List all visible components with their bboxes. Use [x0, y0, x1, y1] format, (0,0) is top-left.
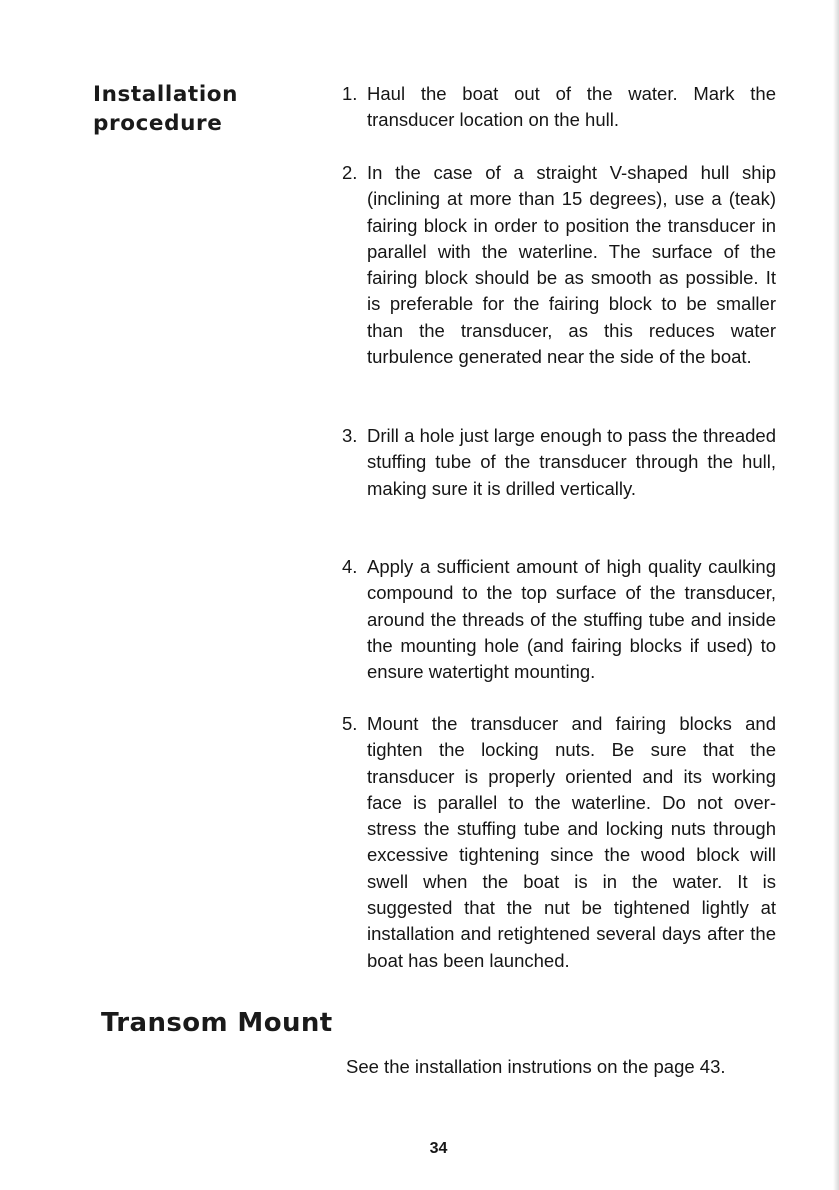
- step-number: 5.: [342, 713, 358, 734]
- step-number: 3.: [342, 425, 358, 446]
- step-text: In the case of a straight V-shaped hull ship (inclining at more than 15 degrees), use a (teak) fairing block in order to position the transducer in parallel with the waterline. The surface of the fairing block should be as smooth as possible. It is preferable for the fairing block to be smaller than the transducer, as this reduces water turbulence generated near the side of the boat.: [367, 162, 776, 368]
- installation-heading-line2: procedure: [93, 111, 223, 136]
- step-text: Haul the boat out of the water. Mark the transducer location on the hull.: [367, 83, 776, 131]
- step-text: Apply a sufficient amount of high quality caulking compound to the top surface of the transducer, around the threads of the stuffing tube and inside the mounting hole (and fairing blocks if used) to ensure watertight mounting.: [367, 556, 776, 683]
- installation-step-5: [342, 711, 776, 974]
- installation-procedure-heading: [93, 80, 238, 138]
- page-number: 34: [429, 1140, 448, 1157]
- step-number: 1.: [342, 83, 358, 104]
- step-text: Mount the transducer and fairing blocks and tighten the locking nuts. Be sure that the transducer is properly oriented and its working face is parallel to the waterline. Do not over-stress the stuffing tube and locking nuts through excessive tightening since the wood block will swell when the boat is in the water. It is suggested that the nut be tightened lightly at installation and retightened several days after the boat has been launched.: [367, 713, 776, 971]
- installation-step-1: [342, 81, 776, 134]
- installation-step-2: [342, 160, 776, 370]
- installation-heading-line1: Installation: [93, 82, 239, 107]
- installation-step-4: [342, 554, 776, 685]
- step-number: 4.: [342, 556, 358, 577]
- transom-mount-text: See the installation instrutions on the page 43.: [346, 1056, 726, 1077]
- page-edge: [833, 0, 839, 1190]
- step-number: 2.: [342, 162, 358, 183]
- step-text: Drill a hole just large enough to pass the threaded stuffing tube of the transducer through the hull, making sure it is drilled vertically.: [367, 425, 776, 499]
- transom-mount-heading: Transom Mount: [101, 1008, 333, 1038]
- installation-step-3: [342, 423, 776, 502]
